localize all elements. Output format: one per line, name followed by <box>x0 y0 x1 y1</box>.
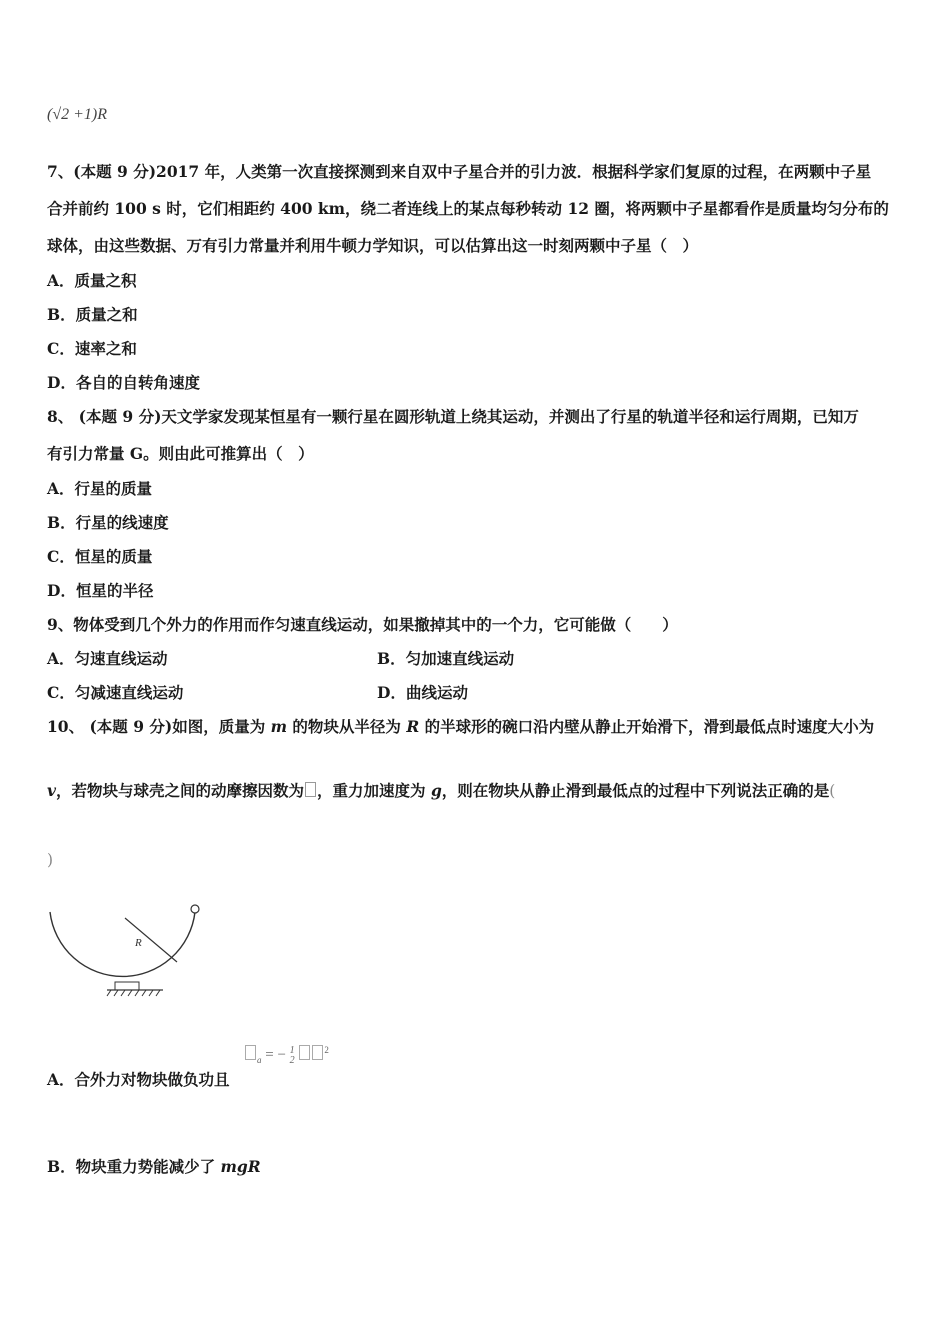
radius-line <box>125 918 177 962</box>
formula-box-icon <box>312 1045 323 1060</box>
q10-option-a-formula: $_a$ = − 1 2 $^2$ <box>244 1045 329 1066</box>
q8-line-1: 8、 (本题 9 分)天文学家发现某恒星有一颗行星在圆形轨道上绕其运动，并测出了行星的轨道半径和运行周期，已知万 <box>47 407 859 426</box>
bowl-arc <box>50 912 195 976</box>
q7-line-3: 球体，由这些数据、万有引力常量并利用牛顿力学知识，可以估算出这一时刻两颗中子星（ ） <box>47 236 699 255</box>
stand-base <box>115 982 139 990</box>
formula-box-icon <box>299 1045 310 1060</box>
q8-line-2: 有引力常量 G。则由此可推算出（ ） <box>47 444 314 463</box>
q7-option-b: B．质量之和 <box>47 305 138 324</box>
top-formula: (√2 +1)R <box>47 106 108 123</box>
radius-label: R <box>135 937 142 949</box>
q9-option-d: D．曲线运动 <box>377 683 468 702</box>
q9-option-c: C．匀减速直线运动 <box>47 683 184 702</box>
q10-paren-close: ) <box>47 851 54 869</box>
formula-fraction: 1 2 <box>289 1044 295 1066</box>
q9-line-1: 9、物体受到几个外力的作用而作匀速直线运动，如果撤掉其中的一个力，它可能做（ ） <box>47 615 678 634</box>
q10-option-b: B．物块重力势能减少了 mgR <box>47 1157 261 1176</box>
q10-option-a: A．合外力对物块做负功且 <box>47 1070 230 1089</box>
q9-option-a: A．匀速直线运动 <box>47 649 168 668</box>
q10-line-2: v，若物块与球壳之间的动摩擦因数为 ，重力加速度为 g，则在物块从静止滑到最低点的过程中下列说法正确的是( <box>47 781 836 800</box>
mu-placeholder-icon <box>305 782 316 797</box>
q8-option-c: C．恒星的质量 <box>47 547 153 566</box>
formula-box-icon <box>245 1045 256 1060</box>
q7-line-2: 合并前约 100 s 时，它们相距约 400 km，绕二者连线上的某点每秒转动 12 圈，将两颗中子星都看作是质量均匀分布的 <box>47 199 889 218</box>
q7-option-a: A．质量之积 <box>47 271 137 290</box>
block-icon <box>191 905 199 913</box>
q7-option-c: C．速率之和 <box>47 339 137 358</box>
q8-option-a: A．行星的质量 <box>47 479 153 498</box>
q8-option-b: B．行星的线速度 <box>47 513 169 532</box>
q7-option-d: D．各自的自转角速度 <box>47 373 200 392</box>
ground-hatch <box>107 990 160 996</box>
q10-line-1: 10、 (本题 9 分)如图，质量为 m 的物块从半径为 R 的半球形的碗口沿内壁从静止开始滑下，滑到最低点时速度大小为 <box>47 717 875 736</box>
q8-option-d: D．恒星的半径 <box>47 581 154 600</box>
q7-line-1: 7、(本题 9 分)2017 年，人类第一次直接探测到来自双中子星合并的引力波．根据科学家们复原的过程，在两颗中子星 <box>47 162 872 181</box>
q9-option-b: B．匀加速直线运动 <box>377 649 515 668</box>
bowl-figure <box>45 900 210 1008</box>
